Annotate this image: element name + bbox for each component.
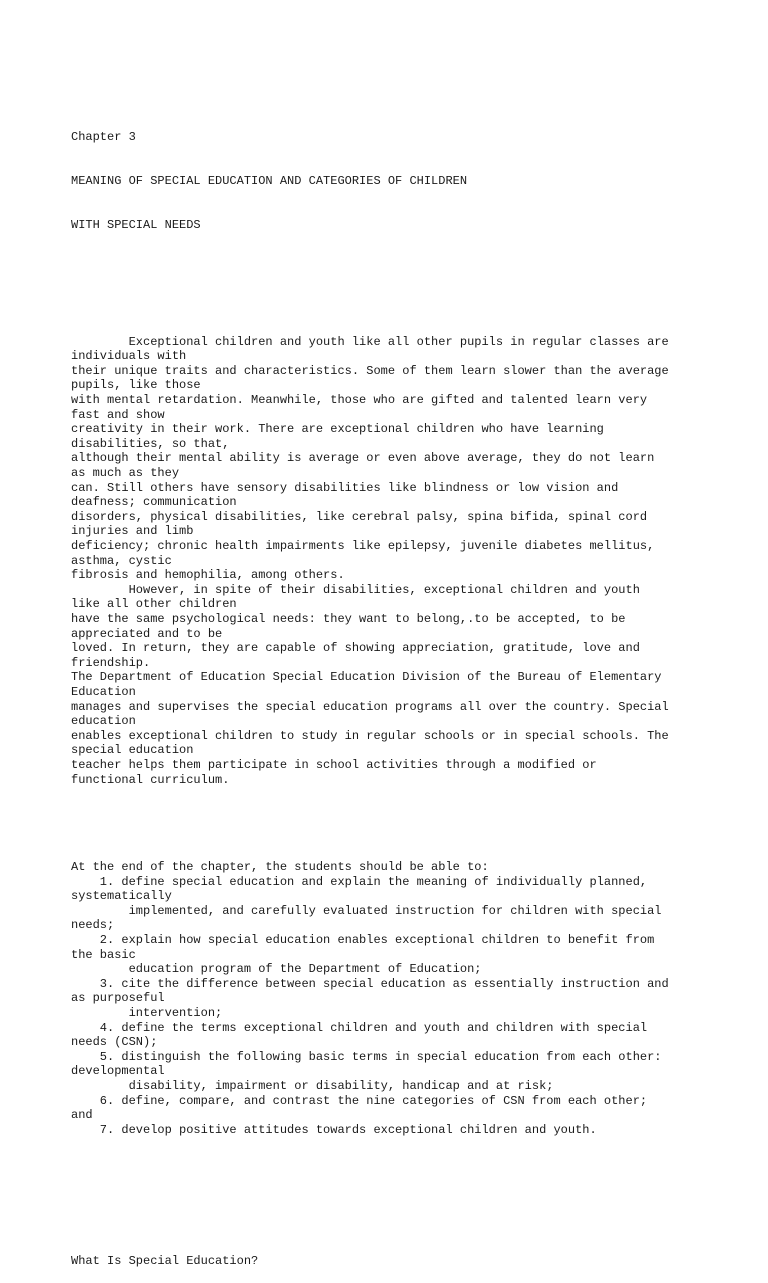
body-text-line: education xyxy=(71,714,136,729)
body-text-line: with mental retardation. Meanwhile, those who are gifted and talented learn very xyxy=(71,393,648,408)
chapter-number: Chapter 3 xyxy=(71,130,136,145)
objective-line: 5. distinguish the following basic terms in special education from each other: xyxy=(71,1049,662,1064)
objective-line: implemented, and carefully evaluated instruction for children with special xyxy=(71,903,662,918)
body-text-line: special education xyxy=(71,743,194,758)
body-text-line: although their mental ability is average or even above average, they do not learn xyxy=(71,451,655,466)
body-text-line: pupils, like those xyxy=(71,378,201,393)
body-text-line: fibrosis and hemophilia, among others. xyxy=(71,568,345,583)
body-text-line: functional curriculum. xyxy=(71,772,230,787)
body-text-line: asthma, cystic xyxy=(71,553,172,568)
objective-line: 7. develop positive attitudes towards exceptional children and youth. xyxy=(71,1122,597,1137)
body-text-line: manages and supervises the special education programs all over the country. Special xyxy=(71,699,669,714)
body-text-line: like all other children xyxy=(71,597,237,612)
body-text-line: appreciated and to be xyxy=(71,626,223,641)
body-text-line: deficiency; chronic health impairments like epilepsy, juvenile diabetes mellitus, xyxy=(71,539,655,553)
body-text-line: Education xyxy=(71,684,136,699)
objective-line: needs; xyxy=(71,918,115,933)
objective-line: systematically xyxy=(71,889,172,904)
objective-line: intervention; xyxy=(71,1006,223,1020)
chapter-header xyxy=(71,101,711,262)
body-text-line: injuries and limb xyxy=(71,524,194,539)
chapter-title-line-2: WITH SPECIAL NEEDS xyxy=(71,217,201,232)
body-text-line: fast and show xyxy=(71,407,165,422)
objective-line: needs (CSN); xyxy=(71,1035,158,1050)
objective-line: 1. define special education and explain the meaning of individually planned, xyxy=(71,874,648,889)
blank-line xyxy=(71,1210,711,1225)
body-text xyxy=(71,335,711,787)
body-text-line: friendship. xyxy=(71,655,151,670)
section-heading: What Is Special Education? xyxy=(71,1254,259,1269)
objective-line: as purposeful xyxy=(71,991,165,1006)
body-text-line: creativity in their work. There are exceptional children who have learning xyxy=(71,422,604,437)
body-text-line: However, in spite of their disabilities, exceptional children and youth xyxy=(71,582,640,597)
blank-line xyxy=(71,1167,711,1182)
objective-line: education program of the Department of Education; xyxy=(71,962,482,977)
objective-line: 4. define the terms exceptional children and youth and children with special xyxy=(71,1020,648,1035)
objective-line: At the end of the chapter, the students should be able to: xyxy=(71,860,489,875)
objective-line: disability, impairment or disability, handicap and at risk; xyxy=(71,1078,554,1093)
objective-line: 6. define, compare, and contrast the nine categories of CSN from each other; xyxy=(71,1093,648,1108)
body-text-line: teacher helps them participate in school activities through a modified or xyxy=(71,757,597,772)
body-text-line: disorders, physical disabilities, like cerebral palsy, spina bifida, spinal cord xyxy=(71,509,648,524)
body-text-line: disabilities, so that, xyxy=(71,436,230,451)
body-text-line: have the same psychological needs: they want to belong,.to be accepted, to be xyxy=(71,611,626,626)
objective-line: developmental xyxy=(71,1064,165,1079)
body-text-line: can. Still others have sensory disabilities like blindness or low vision and xyxy=(71,480,619,495)
chapter-title-line-1: MEANING OF SPECIAL EDUCATION AND CATEGORIES OF CHILDREN xyxy=(71,174,468,189)
objective-line: and xyxy=(71,1108,93,1123)
learning-objectives xyxy=(71,860,711,1137)
objective-line: the basic xyxy=(71,947,136,962)
blank-line xyxy=(71,291,711,306)
body-text-line: The Department of Education Special Education Division of the Bureau of Elementary xyxy=(71,670,662,685)
body-text-line: loved. In return, they are capable of showing appreciation, gratitude, love and xyxy=(71,641,640,656)
body-text-line: enables exceptional children to study in regular schools or in special schools. The xyxy=(71,728,669,743)
document-page xyxy=(71,72,711,1283)
blank-line xyxy=(71,816,711,831)
objective-line: 2. explain how special education enables exceptional children to benefit from xyxy=(71,933,655,948)
body-text-line: as much as they xyxy=(71,466,180,481)
objective-line: 3. cite the difference between special education as essentially instruction and xyxy=(71,976,669,991)
body-text-line: deafness; communication xyxy=(71,495,237,510)
body-text-line: their unique traits and characteristics. Some of them learn slower than the average xyxy=(71,363,669,378)
body-text-line: Exceptional children and youth like all other pupils in regular classes are xyxy=(71,334,669,349)
body-text-line: individuals with xyxy=(71,349,187,364)
